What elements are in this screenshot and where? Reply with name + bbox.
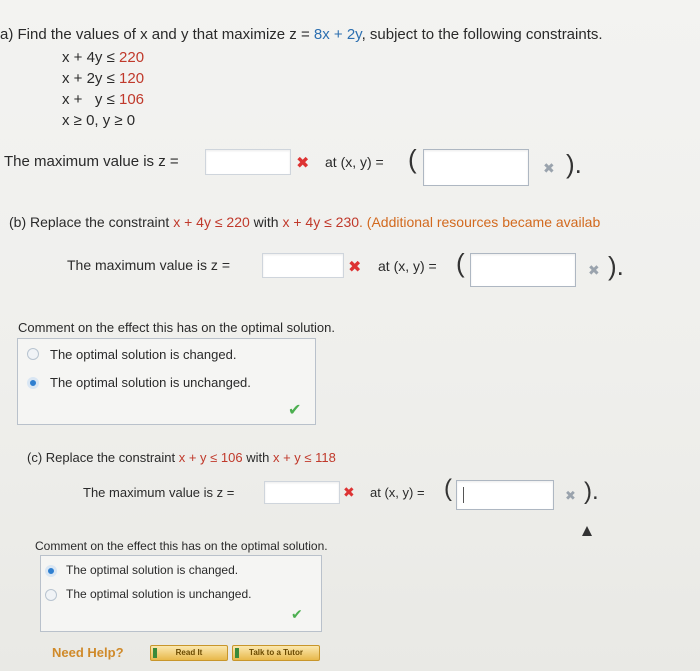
tutor-icon: [235, 648, 239, 658]
part-b-open-paren: (: [456, 248, 465, 278]
part-a-at-label: at (x, y) =: [325, 154, 384, 170]
part-a-z-input[interactable]: [205, 149, 291, 175]
part-c-option-unchanged-radio[interactable]: [45, 589, 57, 601]
part-a-z-wrong-icon: ✖: [296, 155, 310, 172]
part-c-xy-wrong-icon: ✖: [565, 488, 576, 503]
part-b-option-changed-radio[interactable]: [27, 348, 39, 360]
part-c-question: (c) Replace the constraint x + y ≤ 106 with x + y ≤ 118: [27, 450, 336, 465]
part-a-question: a) Find the values of x and y that maximize z = 8x + 2y, subject to the following constraints.: [0, 26, 603, 43]
read-it-button[interactable]: Read It: [150, 645, 228, 661]
constraint-2: x + 2y ≤ 120: [62, 70, 145, 87]
part-c-at-label: at (x, y) =: [370, 485, 425, 500]
part-b-close-paren: ).: [608, 251, 624, 281]
part-b-z-wrong-icon: ✖: [348, 259, 362, 276]
constraint-nonneg: x ≥ 0, y ≥ 0: [62, 112, 136, 129]
part-b-question: (b) Replace the constraint x + 4y ≤ 220 with x + 4y ≤ 230. (Additional resources became availab: [9, 214, 601, 230]
part-a-close-paren: ).: [566, 149, 582, 179]
part-c-comment-prompt: Comment on the effect this has on the optimal solution.: [35, 539, 328, 553]
part-c-z-wrong-icon: ✖: [343, 484, 355, 500]
part-c-option-changed-label: The optimal solution is changed.: [66, 563, 239, 577]
text-caret: [463, 487, 464, 503]
constraint-1: x + 4y ≤ 220: [62, 49, 145, 66]
part-c-xy-input[interactable]: [456, 480, 554, 510]
part-c-option-unchanged-label: The optimal solution is unchanged.: [66, 587, 252, 601]
part-b-comment-prompt: Comment on the effect this has on the optimal solution.: [18, 320, 335, 335]
part-a-xy-wrong-icon: ✖: [543, 160, 555, 176]
part-b-option-unchanged-label: The optimal solution is unchanged.: [50, 375, 251, 390]
constraint-3: x + y ≤ 106: [62, 91, 145, 108]
part-c-open-paren: (: [444, 475, 452, 502]
part-a-open-paren: (: [408, 144, 417, 174]
part-b-option-unchanged-radio[interactable]: [27, 377, 39, 389]
part-a-max-label: The maximum value is z =: [4, 153, 179, 170]
part-c-max-label: The maximum value is z =: [83, 485, 235, 500]
part-b-xy-wrong-icon: ✖: [588, 262, 600, 278]
part-c-z-input[interactable]: [264, 481, 340, 504]
part-b-at-label: at (x, y) =: [378, 258, 437, 274]
part-b-correct-icon: ✔: [288, 402, 302, 419]
talk-to-tutor-button[interactable]: Talk to a Tutor: [232, 645, 320, 661]
read-it-icon: [153, 648, 157, 658]
part-a-xy-input[interactable]: [423, 149, 529, 186]
part-c-option-changed-radio[interactable]: [45, 565, 57, 577]
mouse-cursor-icon: [582, 526, 592, 536]
part-b-z-input[interactable]: [262, 253, 344, 278]
part-b-max-label: The maximum value is z =: [67, 257, 230, 273]
part-c-correct-icon: ✔: [291, 606, 303, 622]
part-b-xy-input[interactable]: [470, 253, 576, 287]
part-c-close-paren: ).: [584, 478, 599, 505]
part-b-option-changed-label: The optimal solution is changed.: [50, 347, 237, 362]
need-help-label: Need Help?: [52, 645, 124, 660]
